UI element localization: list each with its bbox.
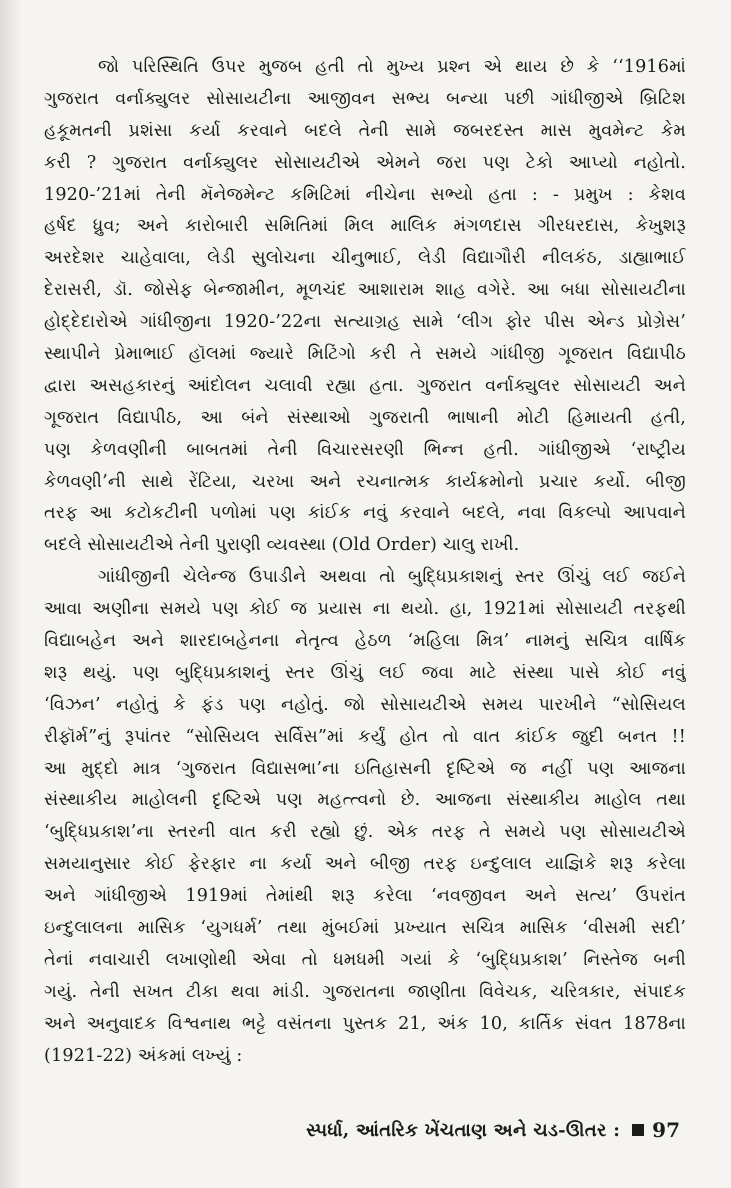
text-line: તેનાં નવાચારી લખાણોથી એવા તો ધમધમી ગયાં કે ‘બુદ્ધિપ્રકાશ’ નિસ્તેજ બની <box>44 949 686 970</box>
text-line: ગુજરાત વર્નાક્યુલર સોસાયટીના આજીવન સભ્ય બન્યા પછી ગાંધીજીએ બ્રિટિશ <box>44 88 686 109</box>
page-footer <box>260 1110 680 1150</box>
text-line: પણ કેળવણીની બાબતમાં તેની વિચારસરણી ભિન્ન હતી. ગાંધીજીએ ‘રાષ્ટ્રીય <box>44 439 686 460</box>
text-line: સંસ્થાકીય માહોલની દૃષ્ટિએ પણ મહત્ત્વનો છે. આજના સંસ્થાકીય માહોલ તથા <box>44 790 686 811</box>
text-line: વિદ્યાબહેન અને શારદાબહેનના નેતૃત્વ હેઠળ ‘મહિલા મિત્ર’ નામનું સચિત્ર વાર્ષિક <box>44 631 686 652</box>
text-line: ગાંધીજીની ચેલેન્જ ઉપાડીને અથવા તો બુદ્ધિપ્રકાશનું સ્તર ઊંચું લઈ જઈને <box>98 567 686 588</box>
text-line: રીફૉર્મ”નું રૂપાંતર “સોસિયલ સર્વિસ”માં કર્યું હોત તો વાત કાંઈક જુદી બનત !! <box>44 726 686 747</box>
text-line: ગયું. તેની સખત ટીકા થવા માંડી. ગુજરાતના જાણીતા વિવેચક, ચરિત્રકાર, સંપાદક <box>44 981 686 1002</box>
running-head: સ્પર્ધા, આંતરિક ખેંચતાણ અને ચડ-ઊતર : <box>306 1119 621 1141</box>
text-line: 1920-’21માં તેની મૅનેજમેન્ટ કમિટિમાં નીચેના સભ્યો હતા : - પ્રમુખ : કેશવ <box>44 184 686 205</box>
text-line: દ્વારા અસહકારનું આંદોલન ચલાવી રહ્યા હતા. ગુજરાત વર્નાક્યુલર સોસાયટી અને <box>44 375 686 396</box>
text-line: (1921-22) અંકમાં લખ્યું : <box>44 1045 243 1066</box>
text-line: કરી ? ગુજરાત વર્નાક્યુલર સોસાયટીએ એમને જરા પણ ટેકો આપ્યો નહોતો. <box>44 152 686 173</box>
page-number: 97 <box>652 1118 680 1142</box>
text-line: આવા અણીના સમયે પણ કોઈ જ પ્રયાસ ના થયો. હા, 1921માં સોસાયટી તરફથી <box>44 599 686 620</box>
text-line: ‘બુદ્ધિપ્રકાશ’ના સ્તરની વાત કરી રહ્યો છું. એક તરફ તે સમયે પણ સોસાયટીએ <box>44 822 686 843</box>
text-line: દેરાસરી, ડૉ. જોસેફ બેન્જામીન, મૂળચંદ આશારામ શાહ વગેરે. આ બધા સોસાયટીના <box>44 280 686 301</box>
text-line: સ્થાપીને પ્રેમાભાઈ હૉલમાં જ્યારે મિટિંગો કરી તે સમયે ગાંધીજી ગૂજરાત વિદ્યાપીઠ <box>44 344 686 365</box>
body-text <box>44 52 686 1073</box>
text-line: કેળવણી’ની સાથે રેંટિયા, ચરખા અને રચનાત્મક કાર્યક્રમોનો પ્રચાર કર્યો. બીજી <box>44 471 686 492</box>
paragraph-2 <box>44 562 686 1072</box>
text-line: ગૂજરાત વિદ્યાપીઠ, આ બંને સંસ્થાઓ ગુજરાતી ભાષાની મોટી હિમાયતી હતી, <box>44 407 686 428</box>
text-line: સમયાનુસાર કોઈ ફેરફાર ના કર્યા અને બીજી તરફ ઇન્દુલાલ યાજ્ઞિકે શરૂ કરેલા <box>44 854 686 875</box>
text-line: ઇન્દુલાલના માસિક ‘યુગધર્મ’ તથા મુંબઈમાં પ્રખ્યાત સચિત્ર માસિક ‘વીસમી સદી’ <box>44 918 686 939</box>
text-line: અરદેશર ચાહેવાલા, લેડી સુલોચના ચીનુભાઈ, લેડી વિદ્યાગૌરી નીલકંઠ, ડાહ્યાભાઈ <box>44 248 686 269</box>
text-line: જો પરિસ્થિતિ ઉપર મુજબ હતી તો મુખ્ય પ્રશ્ન એ થાય છે કે ‘‘1916માં <box>98 57 686 77</box>
text-line: શરૂ થયું. પણ બુદ્ધિપ્રકાશનું સ્તર ઊંચું લઈ જવા માટે સંસ્થા પાસે કોઈ નવું <box>44 662 686 683</box>
square-bullet-icon <box>632 1124 644 1136</box>
text-line: તરફ આ કટોકટીની પળોમાં પણ કાંઈક નવું કરવાને બદલે, નવા વિકલ્પો આપવાને <box>44 503 686 524</box>
text-line: હર્ષદ ધ્રુવ; અને કારોબારી સમિતિમાં મિલ માલિક મંગળદાસ ગીરધરદાસ, કેખુશરૂ <box>44 216 686 237</box>
text-line: ‘વિઝન’ નહોતું કે ફંડ પણ નહોતું. જો સોસાયટીએ સમય પારખીને “સોસિયલ <box>44 694 686 715</box>
text-line: અને ગાંધીજીએ 1919માં તેમાંથી શરૂ કરેલા ‘નવજીવન અને સત્ય’ ઉપરાંત <box>44 886 686 907</box>
text-line: હોદ્દેદારોએ ગાંધીજીના 1920-’22ના સત્યાગ્રહ સામે ‘લીગ ફોર પીસ એન્ડ પ્રોગ્રેસ’ <box>44 312 686 333</box>
text-line: અને અનુવાદક વિશ્વનાથ ભટ્ટે વસંતના પુસ્તક 21, અંક 10, કાર્તિક સંવત 1878ના <box>44 1013 686 1034</box>
text-line: હકૂમતની પ્રશંસા કર્યા કરવાને બદલે તેની સામે જબરદસ્ત માસ મુવમેન્ટ કેમ <box>44 120 686 141</box>
text-line: બદલે સોસાયટીએ તેની પુરાણી વ્યવસ્થા (Old Order) ચાલુ રાખી. <box>44 535 520 556</box>
text-line: આ મુદ્દો માત્ર ‘ગુજરાત વિદ્યાસભા’ના ઇતિહાસની દૃષ્ટિએ જ નહીં પણ આજના <box>44 758 686 779</box>
paragraph-1 <box>44 52 686 562</box>
